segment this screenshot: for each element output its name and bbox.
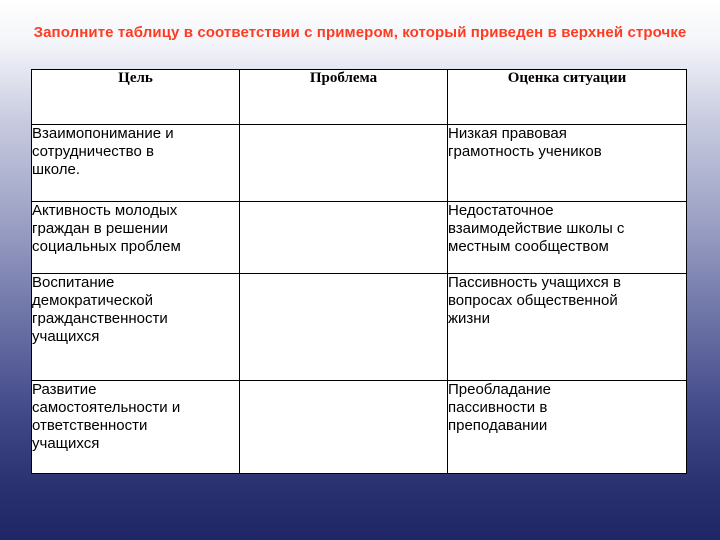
assessment-cell	[448, 274, 687, 381]
header-assessment: Оценка ситуации	[448, 70, 687, 125]
assessment-text: Недостаточное взаимодействие школы с местным сообществом	[448, 202, 625, 255]
assessment-cell	[448, 125, 687, 202]
assessment-text: Низкая правовая грамотность учеников	[448, 125, 602, 160]
goal-text: Взаимопонимание и сотрудничество в школе.	[32, 125, 174, 178]
goal-text: Воспитание демократической гражданственности учащихся	[32, 274, 168, 345]
header-problem: Проблема	[240, 70, 448, 125]
goal-cell	[32, 274, 240, 381]
table-row	[32, 274, 687, 381]
slide-title: Заполните таблицу в соответствии с примером, который приведен в верхней строчке	[33, 24, 687, 41]
problem-cell[interactable]	[240, 381, 448, 474]
goal-cell	[32, 125, 240, 202]
problem-cell[interactable]	[240, 125, 448, 202]
goal-cell	[32, 381, 240, 474]
goals-table	[31, 69, 687, 474]
table-header-row	[32, 70, 687, 125]
table-row	[32, 202, 687, 274]
assessment-text: Преобладание пассивности в преподавании	[448, 381, 551, 434]
goal-text: Развитие самостоятельности и ответственности учащихся	[32, 381, 181, 452]
goal-cell	[32, 202, 240, 274]
table-row	[32, 381, 687, 474]
header-goal: Цель	[32, 70, 240, 125]
problem-cell[interactable]	[240, 274, 448, 381]
assessment-cell	[448, 381, 687, 474]
problem-cell[interactable]	[240, 202, 448, 274]
assessment-cell	[448, 202, 687, 274]
table-row	[32, 125, 687, 202]
goal-text: Активность молодых граждан в решении социальных проблем	[32, 202, 181, 255]
assessment-text: Пассивность учащихся в вопросах общественной жизни	[448, 274, 621, 327]
